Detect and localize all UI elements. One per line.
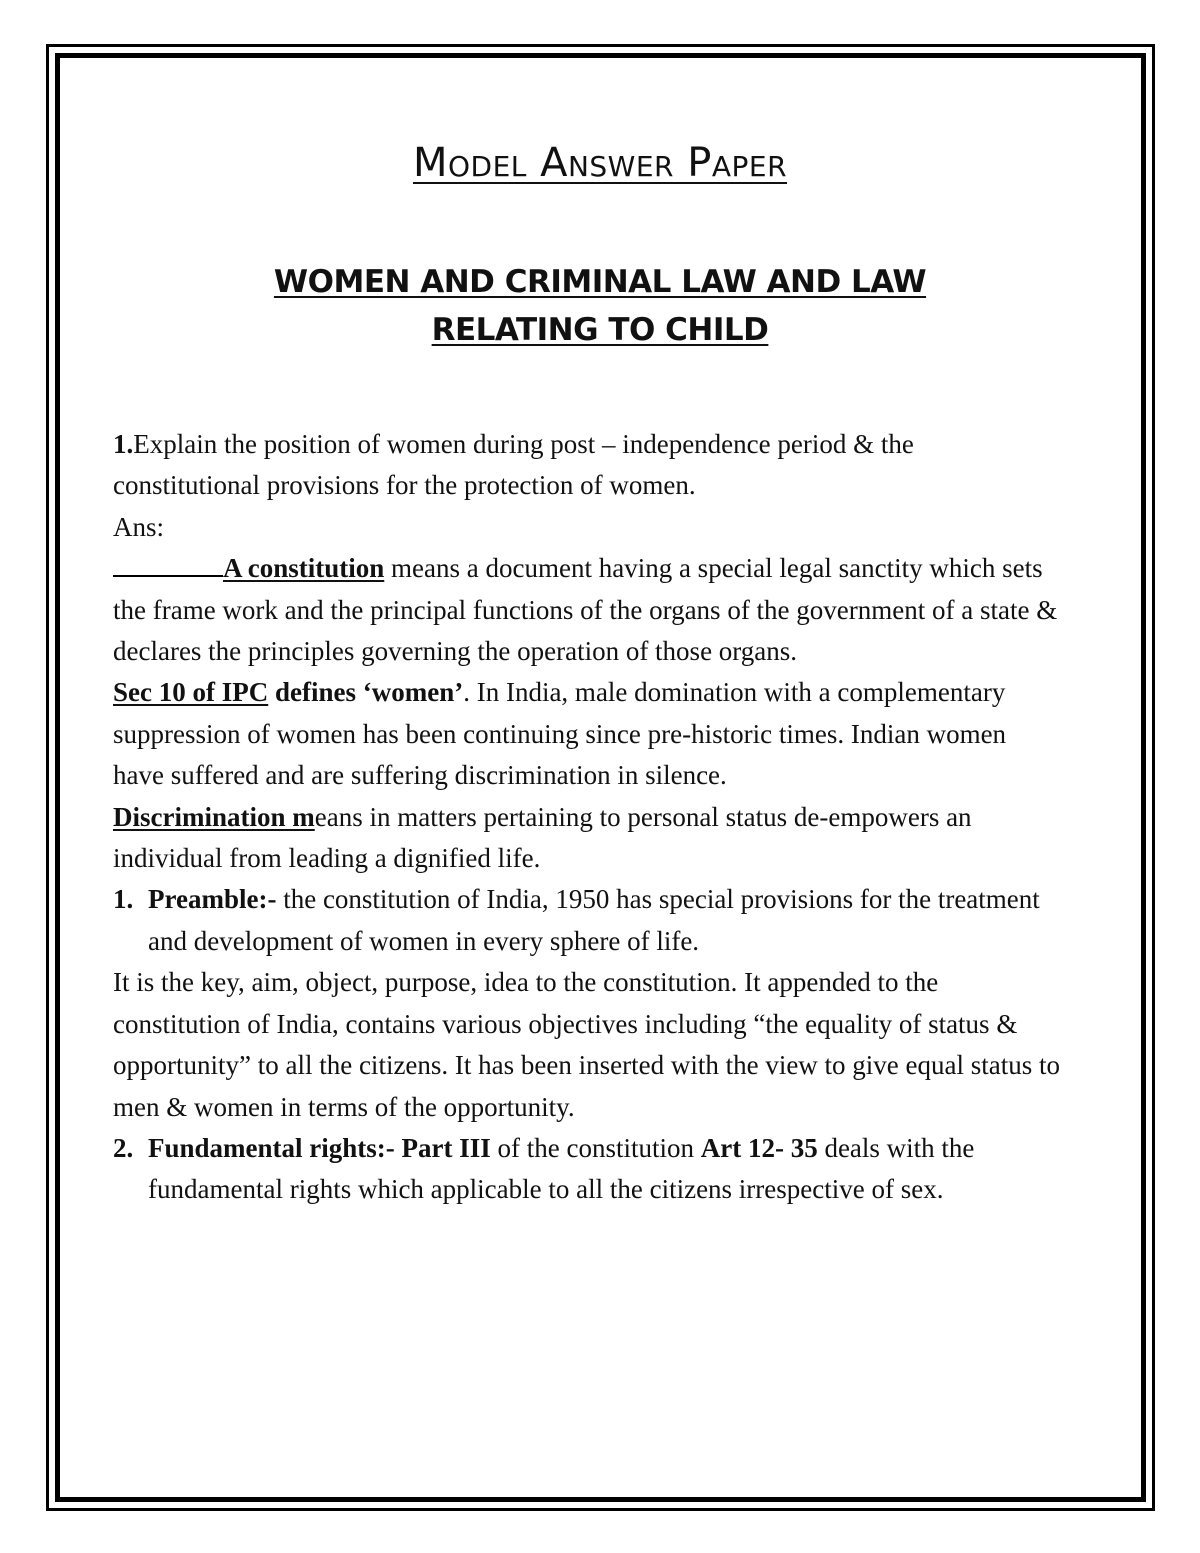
list-number: 1.: [113, 884, 134, 915]
paragraph-discrimination-text: eans in matters pertaining to personal status de-empowers an individual from leading a dignified life.: [113, 801, 972, 874]
list-item-fundamental-rights: [113, 1128, 1063, 1211]
subtitle-line-1: WOMEN AND CRIMINAL LAW AND LAW: [273, 264, 927, 300]
question-text: Explain the position of women during post – independence period & the constitutional provisions for the protection of women.: [113, 429, 914, 501]
defines-women: defines ‘women’: [268, 677, 464, 708]
ref-sec10: Sec 10 of IPC: [113, 677, 269, 708]
article-range: Art 12- 35: [700, 1132, 818, 1163]
heading-preamble: Preamble:-: [148, 884, 277, 915]
paragraph-sec10: [113, 672, 1063, 796]
fundamental-rights-text-2: deals with the fundamental rights which applicable to all the citizens irrespective of sex.: [148, 1132, 975, 1205]
term-constitution: A constitution: [223, 553, 385, 584]
paragraph-constitution-text: means a document having a special legal sanctity which sets the frame work and the principal functions of the organs of the government of a state & declares the principles governing the operation of those organs.: [113, 553, 1058, 667]
paragraph-constitution: [113, 548, 1063, 672]
blank-underline: [113, 553, 223, 577]
list-number: 2.: [113, 1132, 134, 1163]
page-title: Model Answer Paper: [412, 140, 788, 186]
heading-fundamental-rights: Fundamental rights:- Part III: [148, 1132, 491, 1163]
answer-body: [113, 424, 1063, 1211]
paragraph-discrimination: [113, 797, 1063, 880]
paragraph-sec10-text: . In India, male domination with a complementary suppression of women has been continuing since pre-historic times. Indian women have suffered and are suffering discrimination in silence.: [113, 677, 1007, 791]
paper-subtitle: [0, 258, 1200, 354]
fundamental-rights-text-1: of the constitution: [490, 1132, 701, 1163]
list-item-preamble: [113, 879, 1063, 962]
answer-label: Ans:: [113, 511, 165, 542]
preamble-text: the constitution of India, 1950 has special provisions for the treatment and development of women in every sphere of life.: [148, 884, 1040, 956]
term-discrimination: Discrimination m: [113, 801, 315, 832]
question: [113, 424, 1063, 507]
subtitle-line-2: RELATING TO CHILD: [431, 312, 769, 348]
paragraph-preamble-detail: It is the key, aim, object, purpose, idea to the constitution. It appended to the constitution of India, contains various objectives including “the equality of status & opportunity” to all the citizens. It has been inserted with the view to give equal status to men & women in terms of the opportunity.: [113, 967, 1061, 1122]
question-number: 1.: [113, 429, 134, 459]
